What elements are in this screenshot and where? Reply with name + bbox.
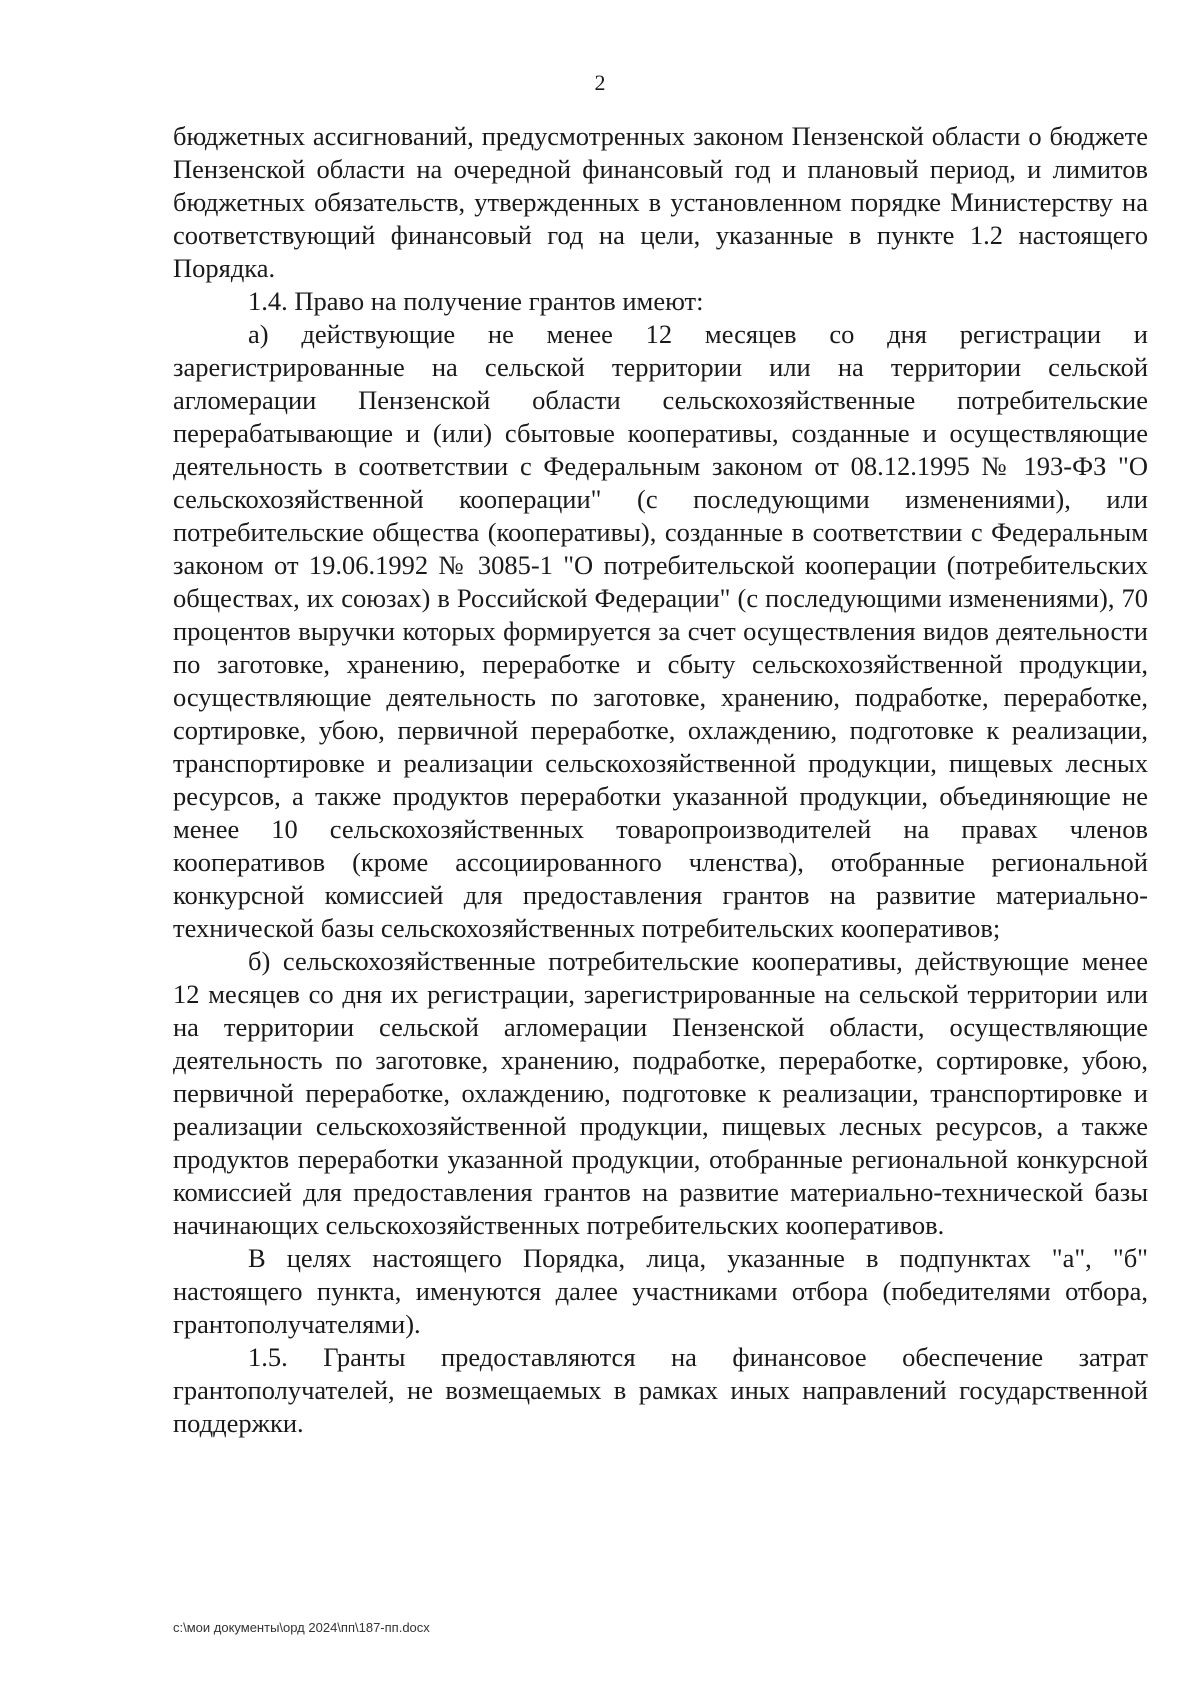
paragraph-1-5: 1.5. Гранты предоставляются на финансовое обеспечение затрат грантополучателей, не возмещаемых в рамках иных направлений государственной поддержки. (173, 1342, 1148, 1438)
document-body (173, 120, 1148, 1440)
paragraph-1-4-heading: 1.4. Право на получение грантов имеют: (248, 286, 704, 316)
footer-file-path: c:\мои документы\орд 2024\пп\187-пп.docx (173, 1620, 430, 1635)
paragraph-subitem-a: а) действующие не менее 12 месяцев со дня регистрации и зарегистрированные на сельской территории или на территории сельской агломерации Пензенской области сельскохозяйственные потребительские перерабатывающие и (или) сбытовые кооперативы, созданные и осуществляющие деятельность в соответствии с Федеральным законом от 08.12.1995 № 193-ФЗ "О сельскохозяйственной кооперации" (с последующими изменениями), или потребительские общества (кооперативы), созданные в соответствии с Федеральным законом от 19.06.1992 № 3085-1 "О потребительской кооперации (потребительских обществах, их союзах) в Российской Федерации" (с последующими изменениями), 70 процентов выручки которых формируется за счет осуществления видов деятельности по заготовке, хранению, переработке и сбыту сельскохозяйственной продукции, осуществляющие деятельность по заготовке, хранению, подработке, переработке, сортировке, убою, первичной переработке, охлаждению, подготовке к реализации, транспортировке и реализации сельскохозяйственной продукции, пищевых лесных ресурсов, а также продуктов переработки указанной продукции, объединяющие не менее 10 сельскохозяйственных товаропроизводителей на правах членов кооперативов (кроме ассоциированного членства), отобранные региональной конкурсной комиссией для предоставления грантов на развитие материально-технической базы сельскохозяйственных потребительских кооперативов; (173, 319, 1148, 943)
paragraph-subitem-b: б) сельскохозяйственные потребительские кооперативы, действующие менее 12 месяцев со дня их регистрации, зарегистрированные на сельской территории или на территории сельской агломерации Пензенской области, осуществляющие деятельность по заготовке, хранению, подработке, переработке, сортировке, убою, первичной переработке, охлаждению, подготовке к реализации, транспортировке и реализации сельскохозяйственной продукции, пищевых лесных ресурсов, а также продуктов переработки указанной продукции, отобранные региональной конкурсной комиссией для предоставления грантов на развитие материально-технической базы начинающих сельскохозяйственных потребительских кооперативов. (173, 946, 1148, 1240)
page-number: 2 (594, 70, 606, 95)
paragraph-budget-allocations: бюджетных ассигнований, предусмотренных законом Пензенской области о бюджете Пензенской области на очередной финансовый год и плановый период, и лимитов бюджетных обязательств, утвержденных в установленном порядке Министерству на соответствующий финансовый год на цели, указанные в пункте 1.2 настоящего Порядка. (173, 121, 1148, 283)
paragraph-participants-definition: В целях настоящего Порядка, лица, указанные в подпунктах "а", "б" настоящего пункта, именуются далее участниками отбора (победителями отбора, грантополучателями). (173, 1243, 1148, 1339)
